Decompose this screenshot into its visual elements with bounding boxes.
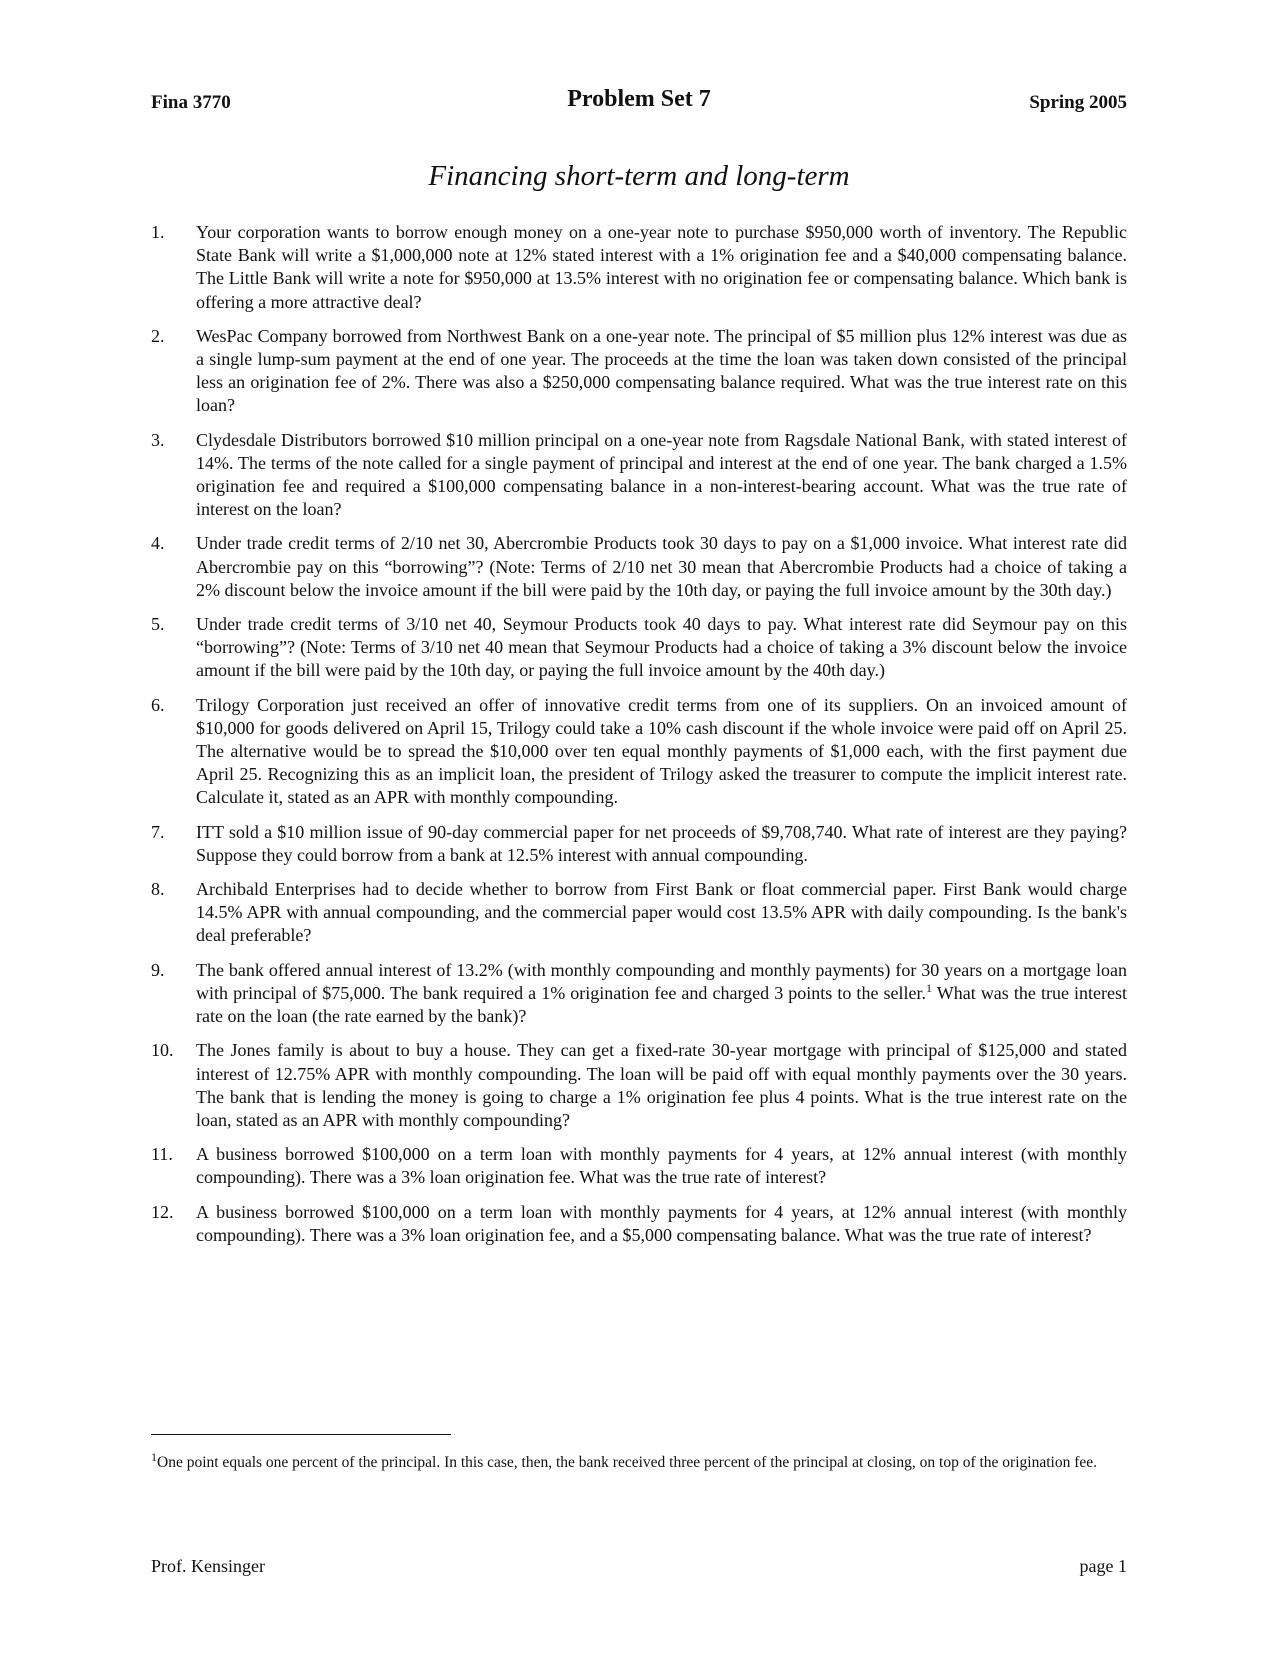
problem-item xyxy=(151,878,1127,948)
problem-item xyxy=(151,694,1127,810)
problem-text: The Jones family is about to buy a house. They can get a fixed-rate 30-year mortgage with principal of $125,000 and stated interest of 12.75% APR with monthly compounding. The loan will be paid off with equal monthly payments over the 30 years. The bank that is lending the money is going to charge a 1% origination fee plus 4 points. What is the true interest rate on the loan, stated as an APR with monthly compounding? xyxy=(196,1040,1127,1130)
problem-text: Clydesdale Distributors borrowed $10 million principal on a one-year note from Ragsdale National Bank, with stated interest of 14%. The terms of the note called for a single payment of principal and interest at the end of one year. The bank charged a 1.5% origination fee and required a $100,000 compensating balance in a non-interest-bearing account. What was the true rate of interest on the loan? xyxy=(196,429,1127,520)
footnote-reference[interactable]: 1 xyxy=(926,980,932,995)
page-header xyxy=(151,86,1127,120)
problem-number: 11. xyxy=(151,1144,173,1165)
problem-text-continued: What was the true interest rate on the loan (the rate earned by the bank)? xyxy=(196,982,1128,1027)
course-code: Fina 3770 xyxy=(151,92,231,113)
problem-text: Under trade credit terms of 3/10 net 40, Seymour Products took 40 days to pay. What interest rate did Seymour pay on this “borrowing”? (Note: Terms of 3/10 net 40 mean that Seymour Products had a choice of taking a 3% discount below the invoice amount if the bill were paid by the 10th day, or paying the full invoice amount by the 40th day.) xyxy=(196,614,1127,681)
problem-item xyxy=(151,325,1127,418)
problem-number: 7. xyxy=(151,821,165,842)
problem-item xyxy=(151,221,1127,314)
footnote xyxy=(151,1449,1111,1474)
problem-item xyxy=(151,613,1127,683)
problem-number: 10. xyxy=(151,1040,174,1061)
problem-number: 3. xyxy=(151,429,165,450)
problem-item xyxy=(151,532,1127,602)
problem-text: ITT sold a $10 million issue of 90-day commercial paper for net proceeds of $9,708,740. What rate of interest are they paying? Suppose they could borrow from a bank at 12.5% interest with annual compounding. xyxy=(196,821,1127,865)
problem-text: Your corporation wants to borrow enough money on a one-year note to purchase $950,000 worth of inventory. The Republic State Bank will write a $1,000,000 note at 12% stated interest with a 1% origination fee and a $40,000 compensating balance. The Little Bank will write a note for $950,000 at 13.5% interest with no origination fee or compensating balance. Which bank is offering a more attractive deal? xyxy=(196,222,1127,312)
problem-item xyxy=(151,821,1127,867)
page-number: page 1 xyxy=(1079,1556,1127,1576)
problem-item xyxy=(151,429,1127,522)
problem-item xyxy=(151,1039,1127,1132)
problem-list xyxy=(151,221,1127,1258)
problem-text: A business borrowed $100,000 on a term loan with monthly payments for 4 years, at 12% annual interest (with monthly compounding). There was a 3% loan origination fee. What was the true rate of interest? xyxy=(196,1144,1127,1188)
problem-number: 8. xyxy=(151,879,165,900)
problem-text: Archibald Enterprises had to decide whether to borrow from First Bank or float commercial paper. First Bank would charge 14.5% APR with annual compounding, and the commercial paper would cost 13.5% APR with daily compounding. Is the bank's deal preferable? xyxy=(196,879,1127,946)
problem-number: 1. xyxy=(151,222,165,242)
document-subtitle: Financing short-term and long-term xyxy=(428,160,850,192)
problem-item xyxy=(151,1143,1127,1189)
problem-number: 4. xyxy=(151,533,165,554)
problem-text: The bank offered annual interest of 13.2% (with monthly compounding and monthly payments) for 30 years on a mortgage loan with principal of $75,000. The bank required a 1% origination fee and charged 3 points to the seller. xyxy=(196,959,1127,1003)
problem-number: 12. xyxy=(151,1201,174,1222)
term-label: Spring 2005 xyxy=(1029,92,1127,113)
problem-text: WesPac Company borrowed from Northwest Bank on a one-year note. The principal of $5 million plus 12% interest was due as a single lump-sum payment at the end of one year. The proceeds at the time the loan was taken down consisted of the principal less an origination fee of 2%. There was also a $250,000 compensating balance required. What was the true interest rate on this loan? xyxy=(196,325,1127,416)
problem-number: 2. xyxy=(151,325,165,346)
footnote-text: One point equals one percent of the principal. In this case, then, the bank received three percent of the principal at closing, on top of the origination fee. xyxy=(157,1454,1097,1471)
problem-item xyxy=(151,1201,1127,1247)
page-title: Problem Set 7 xyxy=(567,86,711,112)
footer-author: Prof. Kensinger xyxy=(151,1556,265,1576)
problem-text: Trilogy Corporation just received an offer of innovative credit terms from one of its suppliers. On an invoiced amount of $10,000 for goods delivered on April 15, Trilogy could take a 10% cash discount if the whole invoice were paid off on April 25. The alternative would be to spread the $10,000 over ten equal monthly payments of $1,000 each, with the first payment due April 25. Recognizing this as an implicit loan, the president of Trilogy asked the treasurer to compute the implicit interest rate. Calculate it, stated as an APR with monthly compounding. xyxy=(196,694,1127,808)
problem-number: 9. xyxy=(151,959,165,980)
problem-text: A business borrowed $100,000 on a term loan with monthly payments for 4 years, at 12% annual interest (with monthly compounding). There was a 3% loan origination fee, and a $5,000 compensating balance. What was the true rate of interest? xyxy=(196,1201,1127,1245)
problem-number: 6. xyxy=(151,694,165,715)
footnote-divider xyxy=(151,1434,451,1435)
problem-text: Under trade credit terms of 2/10 net 30, Abercrombie Products took 30 days to pay on a $1,000 invoice. What interest rate did Abercrombie pay on this “borrowing”? (Note: Terms of 2/10 net 30 mean that Abercrombie Products had a choice of taking a 2% discount below the invoice amount if the bill were paid by the 10th day, or paying the full invoice amount by the 30th day.) xyxy=(196,533,1127,600)
footnote-marker: 1 xyxy=(151,1449,157,1464)
problem-item xyxy=(151,959,1127,1029)
problem-number: 5. xyxy=(151,614,165,635)
